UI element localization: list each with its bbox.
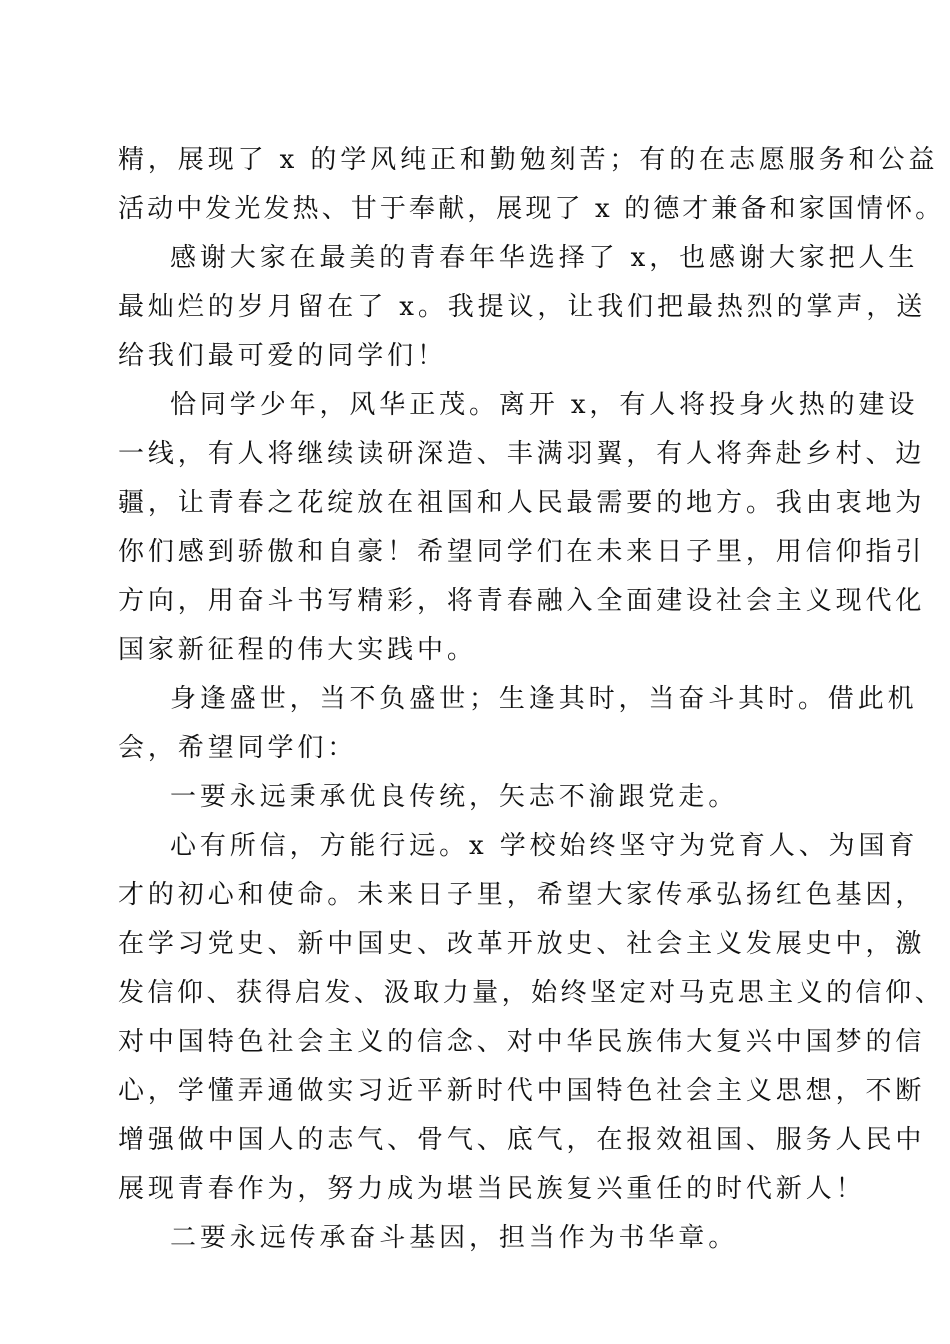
text-line: 展现青春作为，努力成为堪当民族复兴重任的时代新人！: [118, 1174, 866, 1204]
text-line: 一线，有人将继续读研深造、丰满羽翼，有人将奔赴乡村、边: [118, 439, 926, 469]
text-line: 发信仰、获得启发、汲取力量，始终坚定对马克思主义的信仰、: [118, 978, 945, 1008]
text-line: 二要永远传承奋斗基因，担当作为书华章。: [170, 1223, 739, 1253]
text-line: 会，希望同学们：: [118, 733, 358, 763]
text-line: 你们感到骄傲和自豪！希望同学们在未来日子里，用信仰指引: [118, 537, 926, 567]
text-line: 方向，用奋斗书写精彩，将青春融入全面建设社会主义现代化: [118, 586, 926, 616]
text-line: 国家新征程的伟大实践中。: [118, 635, 477, 665]
text-line: 感谢大家在最美的青春年华选择了 x，也感谢大家把人生: [170, 243, 919, 273]
text-line: 精，展现了 x 的学风纯正和勤勉刻苦；有的在志愿服务和公益: [118, 145, 939, 175]
text-line: 恰同学少年，风华正茂。离开 x，有人将投身火热的建设: [170, 390, 919, 420]
text-line: 在学习党史、新中国史、改革开放史、社会主义发展史中，激: [118, 929, 926, 959]
text-line: 增强做中国人的志气、骨气、底气，在报效祖国、服务人民中: [118, 1125, 926, 1155]
text-line: 身逢盛世，当不负盛世；生逢其时，当奋斗其时。借此机: [170, 684, 918, 714]
text-line: 对中国特色社会主义的信念、对中华民族伟大复兴中国梦的信: [118, 1027, 926, 1057]
text-line: 才的初心和使命。未来日子里，希望大家传承弘扬红色基因，: [118, 880, 926, 910]
text-line: 一要永远秉承优良传统，矢志不渝跟党走。: [170, 782, 739, 812]
text-line: 最灿烂的岁月留在了 x。我提议，让我们把最热烈的掌声，送: [118, 292, 927, 322]
text-line: 心，学懂弄通做实习近平新时代中国特色社会主义思想，不断: [118, 1076, 926, 1106]
text-line: 疆，让青春之花绽放在祖国和人民最需要的地方。我由衷地为: [118, 488, 926, 518]
text-line: 给我们最可爱的同学们！: [118, 341, 447, 371]
text-line: 心有所信，方能行远。x 学校始终坚守为党育人、为国育: [170, 831, 919, 861]
text-line: 活动中发光发热、甘于奉献，展现了 x 的德才兼备和家国情怀。: [118, 194, 945, 224]
